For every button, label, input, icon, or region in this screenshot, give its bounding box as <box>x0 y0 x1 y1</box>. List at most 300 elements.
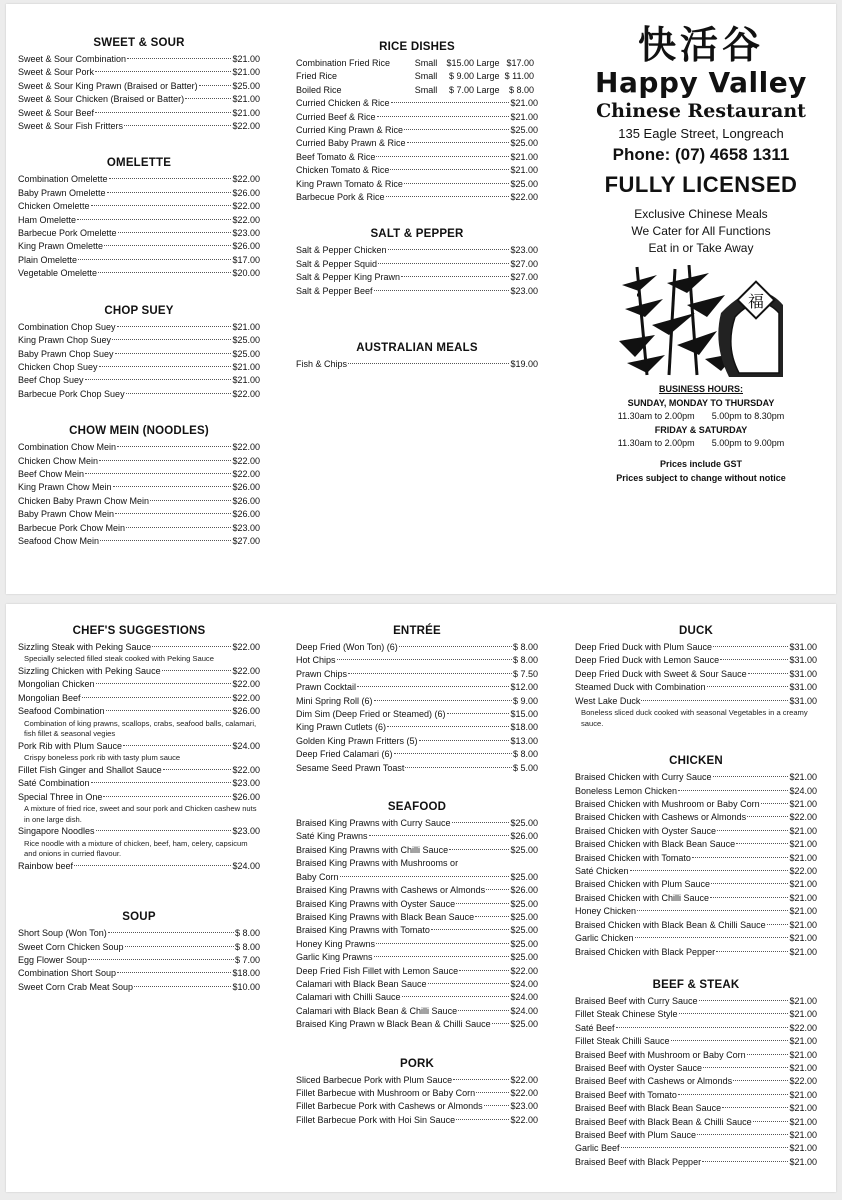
menu-item-row <box>296 965 538 978</box>
item-name: West Lake Duck <box>575 695 641 706</box>
item-name: Combination Fried Rice <box>296 58 391 68</box>
item-name: Chicken Omelette <box>18 201 90 212</box>
restaurant-header <box>566 24 836 485</box>
item-name: Braised Chicken with Black Pepper <box>575 946 716 957</box>
item-price: $31.00 <box>789 642 817 652</box>
item-price: $25.00 <box>510 925 538 936</box>
column-left-bottom <box>18 625 260 994</box>
item-name: Sesame Seed Prawn Toast <box>296 762 405 773</box>
item-price: $21.00 <box>789 1129 817 1140</box>
leader-dots <box>431 929 510 930</box>
section-title: CHOP SUEY <box>104 304 174 317</box>
leader-dots <box>96 830 232 831</box>
item-price: $22.00 <box>232 679 260 690</box>
price-large: $ 11.00 <box>504 71 534 82</box>
leader-dots <box>753 1121 789 1122</box>
size-label-small: Small <box>414 71 438 82</box>
item-price: $31.00 <box>789 682 817 693</box>
item-price: $22.00 <box>789 1022 817 1033</box>
menu-item-row <box>296 137 538 150</box>
item-name: Curried King Prawn & Rice <box>296 125 404 136</box>
item-name: Salt & Pepper King Prawn <box>296 272 401 283</box>
menu-item-row <box>575 1035 817 1048</box>
leader-dots <box>630 870 789 871</box>
item-name: Salt & Pepper Beef <box>296 285 373 296</box>
item-name: Baby Corn <box>296 871 339 882</box>
leader-dots <box>419 740 510 741</box>
menu-item-row <box>575 654 817 667</box>
menu-item-row <box>18 740 260 753</box>
leader-dots <box>747 1054 789 1055</box>
leader-dots <box>747 816 788 817</box>
item-name: Mongolian Chicken <box>18 679 95 690</box>
item-name: Braised King Prawns with Oyster Sauce <box>296 898 456 909</box>
leader-dots <box>348 363 509 364</box>
menu-item-row <box>18 374 260 387</box>
item-price: $21.00 <box>789 995 817 1006</box>
menu-item-list <box>18 53 260 133</box>
item-name: King Prawn Omelette <box>18 241 104 252</box>
leader-dots <box>637 910 788 911</box>
item-name: Vegetable Omelette <box>18 268 98 279</box>
item-price: $ 8.00 <box>234 941 260 952</box>
hours-lunch: 11.30am to 2.00pm <box>617 411 695 422</box>
menu-item-row <box>18 941 260 954</box>
item-price: $21.00 <box>789 1036 817 1047</box>
menu-item-row <box>18 860 260 873</box>
price-large: $17.00 <box>506 58 534 68</box>
menu-item-row <box>296 244 538 257</box>
menu-item-row <box>18 468 260 481</box>
item-price: $19.00 <box>510 359 538 370</box>
item-price: $21.00 <box>789 906 817 917</box>
item-name: Curried Baby Prawn & Rice <box>296 138 406 149</box>
item-name: Baby Prawn Omelette <box>18 187 106 198</box>
item-name: Baby Prawn Chop Suey <box>18 348 114 359</box>
item-price: $26.00 <box>232 241 260 252</box>
item-name: Curried Chicken & Rice <box>296 98 390 109</box>
item-price: $ 7.50 <box>512 668 538 679</box>
menu-item-row <box>296 258 538 271</box>
menu-item-row <box>296 938 538 951</box>
leader-dots <box>407 142 510 143</box>
section-title: CHEF'S SUGGESTIONS <box>72 625 206 637</box>
item-price: $23.00 <box>510 285 538 296</box>
item-price: $24.00 <box>510 978 538 989</box>
leader-dots <box>95 112 231 113</box>
section-seafood <box>296 801 538 1032</box>
menu-item-row <box>296 151 538 164</box>
item-name: Deep Fried Calamari (6) <box>296 749 393 760</box>
item-price: $ 8.00 <box>512 642 538 652</box>
item-price: $21.00 <box>789 1009 817 1020</box>
item-name: King Prawn Cutlets (6) <box>296 722 387 733</box>
menu-item-row <box>18 66 260 79</box>
leader-dots <box>671 1040 789 1041</box>
leader-dots <box>369 835 510 836</box>
section-title: SOUP <box>122 911 156 924</box>
item-name: Mongolian Beef <box>18 692 81 703</box>
item-name: Braised Beef with Black Bean Sauce <box>575 1103 722 1114</box>
menu-item-list <box>296 1074 538 1128</box>
menu-item-row <box>296 844 538 857</box>
hours-days: FRIDAY & SATURDAY <box>654 424 748 435</box>
item-name: Braised Chicken with Tomato <box>575 852 691 863</box>
leader-dots <box>185 98 231 99</box>
item-price: $26.00 <box>510 831 538 842</box>
leader-dots <box>99 366 232 367</box>
item-price: $22.00 <box>789 1076 817 1087</box>
column-left-top <box>18 37 260 548</box>
menu-item-row <box>575 995 817 1008</box>
item-price: $25.00 <box>510 818 538 829</box>
leader-dots <box>679 1013 789 1014</box>
item-name: Garlic King Prawns <box>296 952 373 963</box>
leader-dots <box>449 849 509 850</box>
menu-page-top <box>6 4 836 594</box>
item-price: $22.00 <box>510 1114 538 1125</box>
rice-sized-row <box>296 70 538 83</box>
menu-item-row <box>18 254 260 267</box>
item-price: $22.00 <box>232 214 260 225</box>
menu-item-row <box>575 695 817 708</box>
item-price: $25.00 <box>232 335 260 346</box>
item-name: Braised Chicken with Cashews or Almonds <box>575 812 747 823</box>
price-small: $15.00 <box>446 58 474 68</box>
tagline: Eat in or Take Away <box>648 241 754 255</box>
item-name: Combination Omelette <box>18 174 108 185</box>
leader-dots <box>99 460 231 461</box>
leader-dots <box>378 263 509 264</box>
item-price: $ 5.00 <box>512 762 538 773</box>
section-title: RICE DISHES <box>379 41 455 53</box>
leader-dots <box>458 1010 509 1011</box>
leader-dots <box>88 959 234 960</box>
menu-item-row <box>18 441 260 454</box>
item-price: $21.00 <box>789 825 817 836</box>
leader-dots <box>733 1080 788 1081</box>
item-price: $21.00 <box>232 321 260 332</box>
menu-item-row <box>18 522 260 535</box>
menu-item-row <box>18 267 260 280</box>
item-name: Saté Chicken <box>575 866 629 877</box>
menu-item-row <box>575 798 817 811</box>
item-price: $25.00 <box>232 80 260 91</box>
hours-times <box>566 437 836 451</box>
item-price: $21.00 <box>789 852 817 863</box>
section-title: SWEET & SOUR <box>93 37 185 49</box>
leader-dots <box>388 249 510 250</box>
item-name: Honey Chicken <box>575 906 637 917</box>
item-price: $21.00 <box>789 919 817 930</box>
leader-dots <box>401 276 509 277</box>
menu-item-row <box>296 762 538 775</box>
column-middle-bottom <box>296 625 538 1127</box>
menu-item-row <box>575 1022 817 1035</box>
item-price: $26.00 <box>232 791 260 802</box>
section-omelette <box>18 157 260 280</box>
tagline: We Cater for All Functions <box>631 224 771 238</box>
tagline: Exclusive Chinese Meals <box>634 207 768 221</box>
item-price: $22.00 <box>232 468 260 479</box>
leader-dots <box>152 646 231 647</box>
leader-dots <box>357 686 509 687</box>
leader-dots <box>402 996 510 997</box>
menu-item-row <box>575 1156 817 1169</box>
section-chefs-suggestions <box>18 625 260 873</box>
hours-title: BUSINESS HOURS: <box>658 384 743 394</box>
menu-item-row <box>18 455 260 468</box>
menu-item-list <box>296 244 538 298</box>
item-name: Sweet & Sour Pork <box>18 67 95 78</box>
leader-dots <box>78 259 231 260</box>
item-price: $25.00 <box>510 938 538 949</box>
item-name: Saté Beef <box>575 1022 615 1033</box>
item-price: $21.00 <box>789 1116 817 1127</box>
leader-dots <box>767 924 789 925</box>
menu-item-row <box>296 978 538 991</box>
item-price: $22.00 <box>510 192 538 203</box>
item-name: Sweet & Sour Chicken (Braised or Batter) <box>18 94 185 105</box>
menu-item-row <box>296 1100 538 1113</box>
leader-dots <box>91 782 232 783</box>
restaurant-name: Happy Valley <box>595 66 807 99</box>
column-middle-top <box>296 41 538 372</box>
leader-dots <box>386 196 510 197</box>
leader-dots <box>376 156 509 157</box>
item-name: Sweet Corn Crab Meat Soup <box>18 981 134 992</box>
menu-item-list <box>575 641 817 729</box>
leader-dots <box>456 1119 509 1120</box>
item-price: $18.00 <box>510 722 538 733</box>
price-small: $ 9.00 <box>448 71 474 82</box>
hours-lunch: 11.30am to 2.00pm <box>617 438 695 449</box>
leader-dots <box>85 379 232 380</box>
item-price: $26.00 <box>232 187 260 198</box>
item-price: $21.00 <box>232 54 260 64</box>
leader-dots <box>616 1027 789 1028</box>
restaurant-subtitle: Chinese Restaurant <box>596 100 806 122</box>
leader-dots <box>126 393 232 394</box>
item-price: $21.00 <box>789 1062 817 1073</box>
item-name: Braised Beef with Black Pepper <box>575 1156 702 1167</box>
item-name: Braised Beef with Black Bean & Chilli Sauce <box>575 1116 752 1127</box>
menu-item-row <box>18 495 260 508</box>
item-name: Pork Rib with Plum Sauce <box>18 740 123 751</box>
menu-item-row <box>296 695 538 708</box>
leader-dots <box>716 951 788 952</box>
leader-dots <box>453 1079 509 1080</box>
menu-item-row <box>18 508 260 521</box>
price-small: $ 7.00 <box>448 84 474 95</box>
menu-item-row <box>575 811 817 824</box>
leader-dots <box>702 1161 788 1162</box>
leader-dots <box>108 932 234 933</box>
menu-item-row <box>575 641 817 654</box>
leader-dots <box>621 1147 789 1148</box>
price-large: $ 8.00 <box>508 84 534 95</box>
menu-item-row <box>575 892 817 905</box>
menu-item-row <box>296 748 538 761</box>
item-price: $18.00 <box>232 968 260 979</box>
item-name: Prawn Chips <box>296 668 348 679</box>
item-note: Combination of king prawns, scallops, crabs, seafood balls, calamari, fish fillet & seasonal vegies <box>24 718 257 739</box>
leader-dots <box>103 796 231 797</box>
menu-item-row <box>18 348 260 361</box>
leader-dots <box>374 290 510 291</box>
item-price: $31.00 <box>789 668 817 679</box>
item-name: Braised King Prawn w Black Bean & Chilli Sauce <box>296 1019 491 1030</box>
item-price: $26.00 <box>510 885 538 896</box>
leader-dots <box>337 659 512 660</box>
item-name: Braised Beef with Curry Sauce <box>575 995 698 1006</box>
menu-item-row <box>296 1114 538 1127</box>
item-name: Egg Flower Soup <box>18 955 88 966</box>
section-entree <box>296 625 538 775</box>
item-name: Saté Combination <box>18 778 90 789</box>
leader-dots <box>678 790 788 791</box>
menu-item-row <box>575 878 817 891</box>
size-label-small: Small <box>414 58 438 68</box>
menu-item-list <box>575 995 817 1169</box>
item-name: King Prawn Chow Mein <box>18 482 112 493</box>
leader-dots <box>428 983 510 984</box>
menu-item-row <box>18 321 260 334</box>
item-price: $22.00 <box>232 388 260 399</box>
menu-item-row <box>296 285 538 298</box>
item-price: $17.00 <box>232 254 260 265</box>
menu-item-row <box>296 898 538 911</box>
menu-item-row <box>18 107 260 120</box>
menu-item-row <box>296 164 538 177</box>
item-price: $21.00 <box>789 892 817 903</box>
item-price: $22.00 <box>232 764 260 775</box>
section-title: SEAFOOD <box>387 801 447 814</box>
leader-dots <box>404 129 509 130</box>
section-title: ENTRÉE <box>393 625 441 637</box>
item-price: $23.00 <box>232 826 260 837</box>
menu-item-list <box>296 817 538 1032</box>
menu-item-row <box>18 200 260 213</box>
item-price: $21.00 <box>789 933 817 944</box>
leader-dots <box>82 697 232 698</box>
item-price: $22.00 <box>232 121 260 132</box>
menu-item-row <box>575 1129 817 1142</box>
leader-dots <box>125 946 234 947</box>
item-price: $22.00 <box>232 455 260 466</box>
item-price: $26.00 <box>232 706 260 717</box>
menu-item-row <box>575 1049 817 1062</box>
item-name: Honey King Prawns <box>296 938 376 949</box>
menu-item-row <box>575 919 817 932</box>
menu-item-row <box>575 771 817 784</box>
item-price: $22.00 <box>510 1087 538 1098</box>
menu-item-row <box>296 817 538 830</box>
item-name: Braised Chicken with Chilli Sauce <box>575 892 710 903</box>
menu-item-row <box>575 1008 817 1021</box>
menu-item-row <box>296 97 538 110</box>
leader-dots <box>404 183 510 184</box>
item-name: Calamari with Black Bean & Chilli Sauce <box>296 1005 458 1016</box>
hours-dinner: 5.00pm to 9.00pm <box>711 438 785 449</box>
leader-dots <box>736 843 788 844</box>
menu-item-row <box>296 991 538 1004</box>
item-name: Braised Beef with Oyster Sauce <box>575 1062 703 1073</box>
item-name: Braised Chicken with Black Bean Sauce <box>575 839 736 850</box>
menu-item-row <box>18 927 260 940</box>
leader-dots <box>484 1105 510 1106</box>
item-price: $25.00 <box>510 952 538 963</box>
menu-item-row <box>18 80 260 93</box>
menu-item-row <box>575 946 817 959</box>
item-name: Dim Sim (Deep Fried or Steamed) (6) <box>296 709 446 720</box>
leader-dots <box>387 726 509 727</box>
leader-dots <box>117 972 231 973</box>
item-price: $23.00 <box>510 1101 538 1112</box>
item-price: $25.00 <box>232 348 260 359</box>
item-price: $15.00 <box>510 709 538 720</box>
menu-item-list <box>296 641 538 775</box>
item-price: $20.00 <box>232 268 260 279</box>
item-name: Fried Rice <box>296 71 338 82</box>
menu-item-row <box>18 535 260 548</box>
item-price: $21.00 <box>232 107 260 118</box>
item-name: Deep Fried Duck with Plum Sauce <box>575 642 713 652</box>
leader-dots <box>692 857 789 858</box>
leader-dots <box>348 673 512 674</box>
item-price: $25.00 <box>510 871 538 882</box>
item-price: $23.00 <box>232 522 260 533</box>
menu-item-row <box>18 53 260 66</box>
leader-dots <box>85 473 231 474</box>
item-name: Curried Beef & Rice <box>296 111 376 122</box>
item-price: $21.00 <box>789 772 817 783</box>
item-name: Rainbow beef <box>18 860 74 871</box>
item-price: $22.00 <box>232 201 260 212</box>
menu-item-row <box>18 764 260 777</box>
item-price: $31.00 <box>789 695 817 706</box>
menu-item-list <box>18 173 260 280</box>
leader-dots <box>377 116 510 117</box>
licensed-banner: FULLY LICENSED <box>604 172 798 197</box>
section-title: AUSTRALIAN MEALS <box>356 342 478 355</box>
item-price: $21.00 <box>232 67 260 78</box>
menu-item-row <box>296 191 538 204</box>
menu-item-row <box>18 981 260 994</box>
menu-item-row <box>575 668 817 681</box>
menu-item-row <box>18 705 260 718</box>
menu-item-row <box>296 951 538 964</box>
item-price: $25.00 <box>510 911 538 922</box>
section-title: PORK <box>399 1057 435 1070</box>
item-name: Fish & Chips <box>296 359 348 370</box>
item-price: $21.00 <box>232 361 260 372</box>
phone: Phone: (07) 4658 1311 <box>612 145 790 164</box>
menu-item-row <box>296 911 538 924</box>
item-price: $21.00 <box>789 1156 817 1167</box>
menu-item-row <box>18 173 260 186</box>
item-name: Garlic Beef <box>575 1143 620 1154</box>
section-duck <box>575 625 817 729</box>
leader-dots <box>390 169 509 170</box>
leader-dots <box>199 85 232 86</box>
item-name: Deep Fried Duck with Sweet & Sour Sauce <box>575 668 747 679</box>
leader-dots <box>717 830 788 831</box>
item-name: Sweet & Sour Beef <box>18 107 95 118</box>
leader-dots <box>91 205 232 206</box>
menu-item-row <box>575 681 817 694</box>
item-note: Crispy boneless pork rib with tasty plum sauce <box>24 753 181 763</box>
